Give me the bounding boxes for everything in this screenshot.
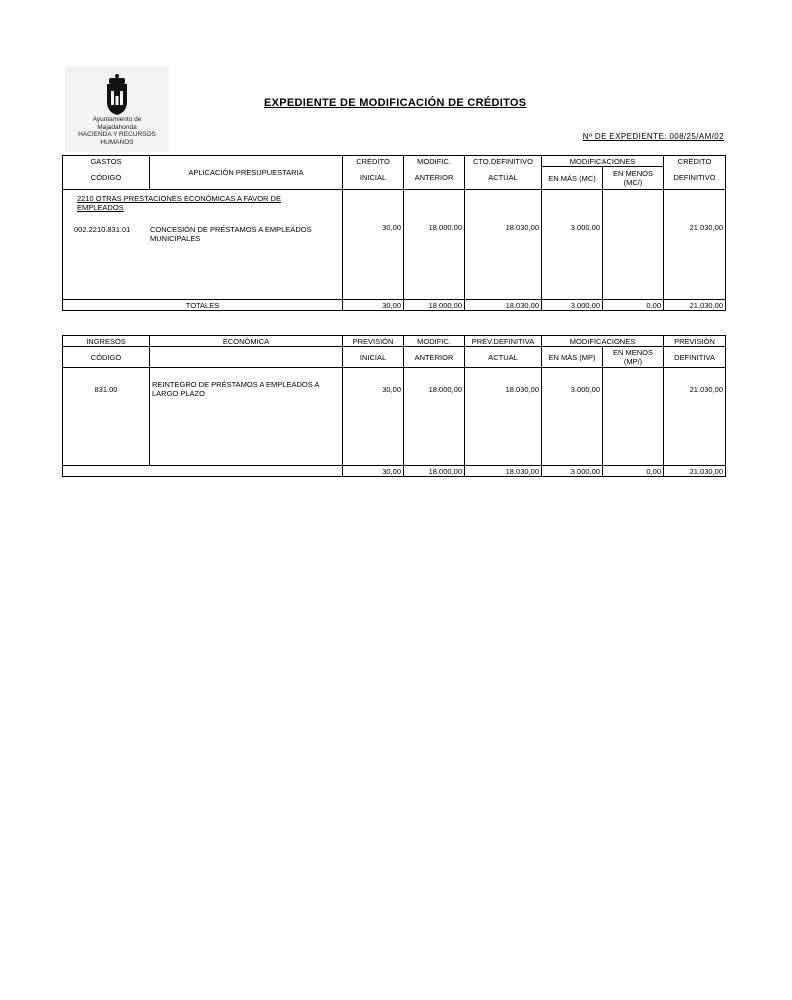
gastos-actual: 18.030,00 <box>465 190 542 300</box>
cto-definitivo-header: CTO.DEFINITIVO <box>465 156 542 167</box>
prevision-header: PREVISIÓN <box>343 336 404 347</box>
totals-definitivo: 21.030,00 <box>664 466 726 477</box>
ingresos-codigo: 831.00 <box>63 368 150 466</box>
gastos-concept-cell <box>63 190 343 300</box>
ingresos-definitivo: 21.030,00 <box>664 368 726 466</box>
definitiva-header: DEFINITIVA <box>664 347 726 368</box>
gastos-en-menos <box>603 190 664 300</box>
totals-definitivo: 21.030,00 <box>664 300 726 311</box>
actual-header: ACTUAL <box>465 347 542 368</box>
gastos-table <box>62 155 726 311</box>
prevision2-header: PREVISIÓN <box>664 336 726 347</box>
totals-actual: 18.030,00 <box>465 300 542 311</box>
prev-definitiva-header: PREV.DEFINITIVA <box>465 336 542 347</box>
blank-header <box>150 347 343 368</box>
ingresos-table <box>62 335 726 477</box>
totals-inicial: 30,00 <box>343 300 404 311</box>
en-menos-header: EN MENOS (MC/) <box>603 167 664 190</box>
totals-actual: 18.030,00 <box>465 466 542 477</box>
codigo-header: CÓDIGO <box>63 167 150 190</box>
table-row <box>63 190 726 300</box>
ingresos-anterior: 18.000,00 <box>404 368 465 466</box>
anterior-header: ANTERIOR <box>404 167 465 190</box>
economica-header: ECONÓMICA <box>150 336 343 347</box>
ingresos-en-menos <box>603 368 664 466</box>
modific-header: MODIFIC. <box>404 336 465 347</box>
definitivo-header: DEFINITIVO <box>664 167 726 190</box>
totals-anterior: 18.000,00 <box>404 300 465 311</box>
inicial-header: INICIAL <box>343 347 404 368</box>
gastos-definitivo: 21.030,00 <box>664 190 726 300</box>
ingresos-header: INGRESOS <box>63 336 150 347</box>
gastos-en-mas: 3.000,00 <box>542 190 603 300</box>
ayuntamiento-logo <box>65 66 169 152</box>
inicial-header: INICIAL <box>343 167 404 190</box>
totals-en-menos: 0,00 <box>603 466 664 477</box>
page-title: EXPEDIENTE DE MODIFICACIÓN DE CRÉDITOS <box>264 97 527 109</box>
anterior-header: ANTERIOR <box>404 347 465 368</box>
codigo-header: CÓDIGO <box>63 347 150 368</box>
totals-anterior: 18.000,00 <box>404 466 465 477</box>
ingresos-descripcion: REINTEGRO DE PRÉSTAMOS A EMPLEADOS A LARGO PLAZO <box>150 368 343 466</box>
coat-of-arms-icon <box>103 72 131 116</box>
totals-en-mas: 3.000,00 <box>542 300 603 311</box>
totals-row <box>63 300 726 311</box>
totals-en-mas: 3.000,00 <box>542 466 603 477</box>
en-menos-header: EN MENOS (MP/) <box>603 347 664 368</box>
modific-header: MODIFIC. <box>404 156 465 167</box>
logo-text: Ayuntamiento de Majadahonda HACIENDA Y RECURSOS HUMANOS <box>78 116 156 146</box>
totals-row <box>63 466 726 477</box>
modificaciones-header: MODIFICACIONES <box>542 336 664 347</box>
en-mas-header: EN MÁS (MC) <box>542 167 603 190</box>
en-mas-header: EN MÁS (MP) <box>542 347 603 368</box>
gastos-inicial: 30,00 <box>343 190 404 300</box>
totals-label: TOTALES <box>63 300 343 311</box>
expediente-number: Nº DE EXPEDIENTE: 008/25/AM/02 <box>582 132 724 141</box>
ingresos-en-mas: 3.000,00 <box>542 368 603 466</box>
gastos-anterior: 18.000,00 <box>404 190 465 300</box>
ingresos-actual: 18.030,00 <box>465 368 542 466</box>
totals-en-menos: 0,00 <box>603 300 664 311</box>
table-row <box>63 368 726 466</box>
gastos-descripcion: CONCESIÓN DE PRÉSTAMOS A EMPLEADOS MUNICIPALES <box>150 225 312 243</box>
actual-header: ACTUAL <box>465 167 542 190</box>
gastos-codigo: 002.2210.831.01 <box>74 225 131 234</box>
credito2-header: CRÉDITO <box>664 156 726 167</box>
aplicacion-header: APLICACIÓN PRESUPUESTARIA <box>150 156 343 190</box>
ingresos-inicial: 30,00 <box>343 368 404 466</box>
section-title: 2210 OTRAS PRESTACIONES ECONÓMICAS A FAVOR DE EMPLEADOS <box>77 194 281 212</box>
modificaciones-header: MODIFICACIONES <box>542 156 664 167</box>
totals-inicial: 30,00 <box>343 466 404 477</box>
totals-label <box>63 466 343 477</box>
gastos-header: GASTOS <box>63 156 150 167</box>
credito-header: CRÉDITO <box>343 156 404 167</box>
